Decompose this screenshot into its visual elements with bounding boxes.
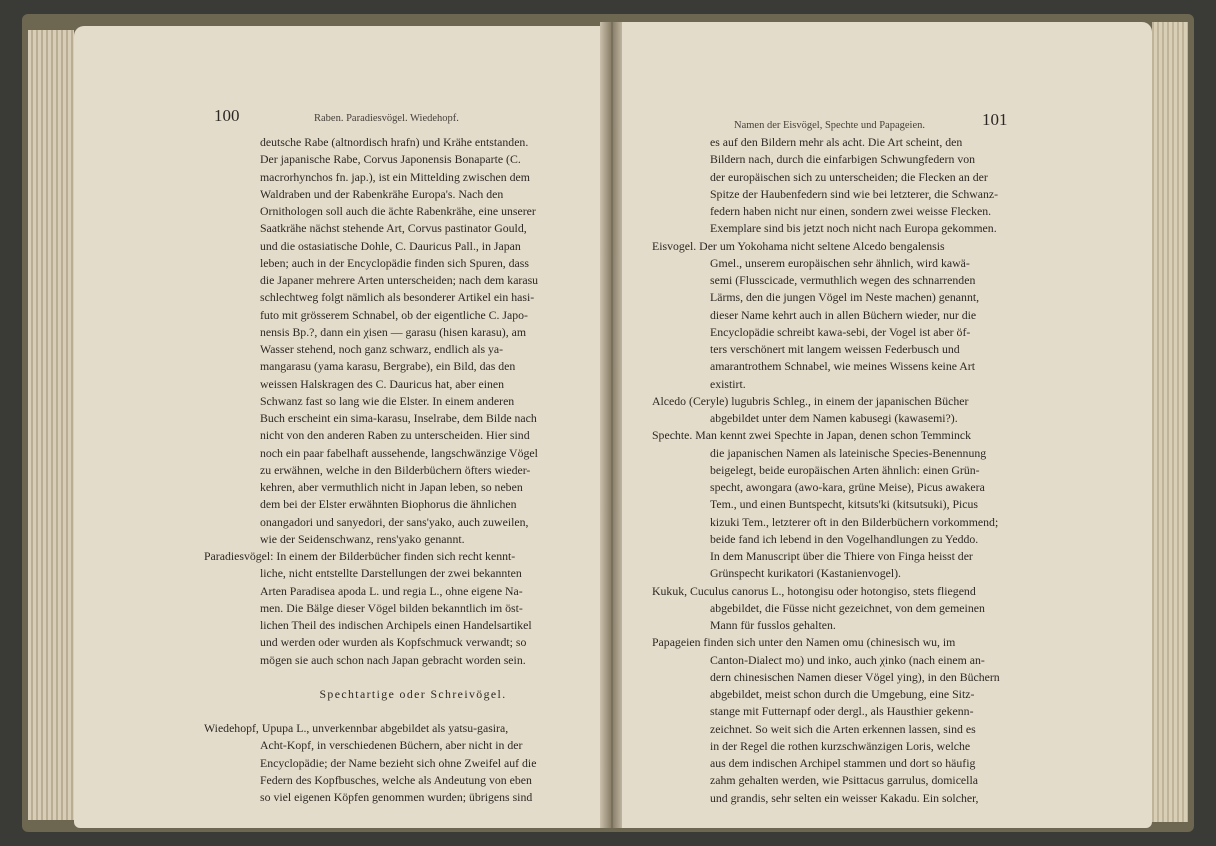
text-line: Schwanz fast so lang wie die Elster. In einem anderen — [260, 393, 515, 408]
text-line: dem bei der Elster erwähnten Biophorus die ähnlichen — [260, 497, 517, 512]
text-line: Mann für fusslos gehalten. — [710, 618, 836, 632]
text-line: existirt. — [710, 376, 746, 391]
text-line: die japanischen Namen als lateinische Species-Benennung — [710, 445, 987, 460]
text-line: noch ein paar fabelhaft aussehende, langschwänzige Vögel — [260, 445, 538, 460]
text-line: futo mit grösserem Schnabel, ob der eigentliche C. Japo- — [260, 307, 528, 322]
entry-kukuk: Kukuk, Cuculus canorus L., hotongisu oder hotongiso, stets fliegend — [652, 583, 976, 598]
text-line: kizuki Tem., letzterer oft in den Bilderbüchern vorkommend; — [710, 514, 999, 529]
text-line: Waldraben und der Rabenkrähe Europa's. Nach den — [260, 186, 504, 201]
text-line: Buch erscheint ein sima-karasu, Inselrabe, dem Bilde nach — [260, 411, 537, 425]
text-line: und die ostasiatische Dohle, C. Dauricus Pall., in Japan — [260, 238, 521, 253]
running-head: Raben. Paradiesvögel. Wiedehopf. — [314, 113, 459, 124]
text-line: stange mit Futternapf oder dergl., als Hausthier gekenn- — [710, 704, 974, 719]
text-line: dieser Name kehrt auch in allen Büchern wieder, nur die — [710, 307, 977, 322]
text-line: deutsche Rabe (altnordisch hrafn) und Krähe entstanden. — [260, 135, 529, 149]
text-line: dern chinesischen Namen dieser Vögel ying), in den Büchern — [710, 669, 1000, 684]
text-line: liche, nicht entstellte Darstellungen der zwei bekannten — [260, 566, 522, 581]
text-line: Arten Paradisea apoda L. und regia L., ohne eigene Na- — [260, 583, 523, 598]
entry-eisvogel: Eisvogel. Der um Yokohama nicht seltene Alcedo bengalensis — [652, 238, 945, 253]
text-line: leben; auch in der Encyclopädie finden sich Spuren, dass — [260, 255, 529, 270]
text-line: lichen Theil des indischen Archipels einen Handelsartikel — [260, 618, 532, 632]
text-line: die Japaner mehrere Arten unterscheiden; nach dem karasu — [260, 273, 539, 287]
text-line: zahm gehalten werden, wie Psittacus garrulus, domicella — [710, 773, 978, 788]
text-line: Grünspecht kurikatori (Kastanienvogel). — [710, 566, 901, 581]
blank-line — [204, 669, 594, 686]
text-line: zu erwähnen, welche in den Bilderbüchern öfters wieder- — [260, 462, 531, 477]
text-line: Encyclopädie schreibt kawa-sebi, der Vogel ist aber öf- — [710, 324, 971, 339]
entry-alcedo: Alcedo (Ceryle) lugubris Schleg., in einem der japanischen Bücher — [652, 393, 969, 408]
text-line: semi (Flusscicade, vermuthlich wegen des schnarrenden — [710, 273, 976, 287]
text-line: nicht von den anderen Raben zu unterscheiden. Hier sind — [260, 428, 530, 443]
entry-papageien: Papageien finden sich unter den Namen omu (chinesisch wu, im — [652, 635, 956, 650]
text-line: beide fand ich lebend in den Vogelhandlungen zu Yeddo. — [710, 531, 979, 546]
text-line: specht, awongara (awo-kara, grüne Meise), Picus awakera — [710, 480, 985, 494]
text-line: abgebildet unter dem Namen kabusegi (kawasemi?). — [710, 411, 958, 425]
left-body — [204, 134, 594, 806]
text-line: federn haben nicht nur einen, sondern zwei weisse Flecken. — [710, 204, 992, 218]
text-line: mangarasu (yama karasu, Bergrabe), ein Bild, das den — [260, 359, 516, 374]
page-edges-right — [1152, 22, 1188, 822]
text-line: mögen sie auch schon nach Japan gebracht worden sein. — [260, 652, 526, 667]
running-head: Namen der Eisvögel, Spechte und Papageien. — [734, 120, 925, 131]
text-line: so viel eigenen Köpfen genommen wurden; übrigens sind — [260, 790, 533, 804]
text-line: onangadori und sanyedori, der sans'yako, auch zuweilen, — [260, 514, 529, 529]
book-gutter — [600, 22, 624, 828]
text-line: beigelegt, beide europäischen Arten ähnlich: einen Grün- — [710, 462, 980, 477]
text-line: weissen Halskragen des C. Dauricus hat, aber einen — [260, 376, 505, 391]
page-edges-left — [28, 30, 74, 820]
text-line: ters verschönert mit langem weissen Federbusch und — [710, 342, 960, 356]
text-line: abgebildet, meist schon durch die Umgebung, eine Sitz- — [710, 687, 975, 701]
text-line: wie der Seidenschwanz, rens'yako genannt. — [260, 531, 465, 546]
text-line: Wasser stehend, noch ganz schwarz, endlich als ya- — [260, 342, 504, 356]
text-line: In dem Manuscript über die Thiere von Finga heisst der — [710, 549, 973, 563]
entry-paradiesvoegel: Paradiesvögel: In einem der Bilderbücher finden sich recht kennt- — [204, 549, 516, 563]
section-heading: Spechtartige oder Schreivögel. — [319, 686, 507, 701]
text-line: kehren, aber vermuthlich nicht in Japan leben, so neben — [260, 480, 523, 494]
left-page — [74, 26, 602, 828]
text-line: Ornithologen soll auch die ächte Rabenkrähe, eine unserer — [260, 204, 536, 218]
text-line: Lärms, den die jungen Vögel im Neste machen) genannt, — [710, 290, 980, 305]
right-body — [652, 134, 1042, 807]
text-line: zeichnet. So weit sich die Arten erkennen lassen, sind es — [710, 721, 976, 736]
text-line: Tem., und einen Buntspecht, kitsuts'ki (kitsutsuki), Picus — [710, 497, 979, 512]
text-line: Gmel., unserem europäischen sehr ähnlich, wird kawä- — [710, 255, 970, 270]
right-page — [622, 22, 1152, 828]
entry-wiedehopf: Wiedehopf, Upupa L., unverkennbar abgebildet als yatsu-gasira, — [204, 721, 509, 735]
text-line: Acht-Kopf, in verschiedenen Büchern, aber nicht in der — [260, 738, 523, 753]
text-line: Bildern nach, durch die einfarbigen Schwungfedern von — [710, 152, 976, 167]
text-line: Saatkrähe nächst stehende Art, Corvus pastinator Gould, — [260, 221, 527, 236]
text-line: der europäischen sich zu unterscheiden; die Flecken an der — [710, 169, 988, 184]
text-line: schlechtweg folgt nämlich als besonderer Artikel ein hasi- — [260, 290, 535, 305]
text-line: Encyclopädie; der Name bezieht sich ohne Zweifel auf die — [260, 755, 537, 770]
text-line: macrorhynchos fn. jap.), ist ein Mittelding zwischen dem — [260, 169, 530, 184]
entry-spechte: Spechte. Man kennt zwei Spechte in Japan, denen schon Temminck — [652, 428, 972, 443]
text-line: Spitze der Haubenfedern sind wie bei letzterer, die Schwanz- — [710, 186, 999, 201]
text-line: und werden oder wurden als Kopfschmuck verwandt; so — [260, 635, 527, 650]
text-line: Der japanische Rabe, Corvus Japonensis Bonaparte (C. — [260, 152, 521, 167]
text-line: aus dem indischen Archipel stammen und dort so häufig — [710, 756, 976, 770]
page-number: 101 — [982, 110, 1008, 129]
text-line: Exemplare sind bis jetzt noch nicht nach Europa gekommen. — [710, 221, 997, 236]
page-number: 100 — [214, 106, 240, 125]
text-line: und grandis, sehr selten ein weisser Kakadu. Ein solcher, — [710, 790, 979, 805]
text-line: Federn des Kopfbusches, welche als Andeutung von eben — [260, 772, 532, 787]
text-line: in der Regel die rothen kurzschwänzigen Loris, welche — [710, 738, 971, 753]
text-line: nensis Bp.?, dann ein χisen — garasu (hisen karasu), am — [260, 324, 527, 339]
text-line: amarantrothem Schnabel, wie meines Wissens keine Art — [710, 359, 975, 374]
text-line: men. Die Bälge dieser Vögel bilden bekanntlich im öst- — [260, 600, 523, 615]
text-line: Canton-Dialect mo) und inko, auch χinko (nach einem an- — [710, 652, 985, 667]
text-line: es auf den Bildern mehr als acht. Die Art scheint, den — [710, 135, 963, 149]
text-line: abgebildet, die Füsse nicht gezeichnet, von dem gemeinen — [710, 600, 985, 615]
blank-line — [204, 703, 594, 720]
